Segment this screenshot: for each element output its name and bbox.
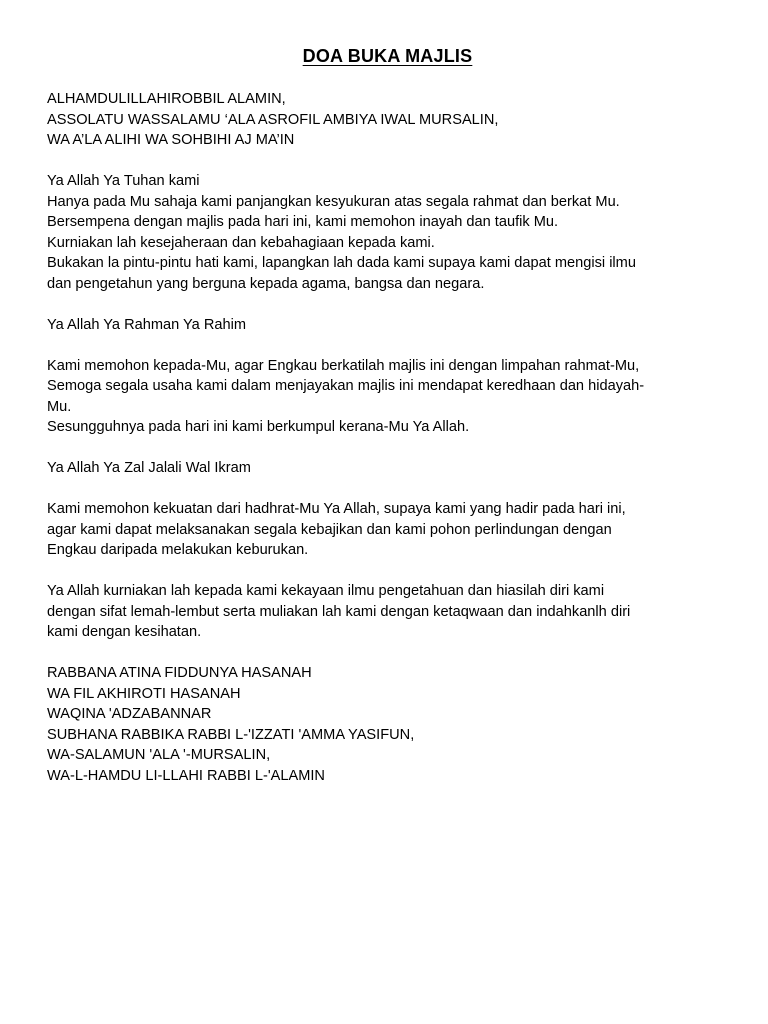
- text-line: Mu.: [47, 398, 72, 415]
- text-line: Kurniakan lah kesejaheraan dan kebahagiaan kepada kami.: [47, 234, 435, 251]
- text-line: WAQINA 'ADZABANNAR: [47, 706, 212, 722]
- document-body: [47, 89, 728, 786]
- text-line: WA FIL AKHIROTI HASANAH: [47, 685, 241, 702]
- document-title: DOA BUKA MAJLIS: [302, 46, 473, 66]
- text-line: dengan sifat lemah-lembut serta muliakan lah kami dengan ketaqwaan dan indahkanlh diri: [47, 603, 631, 620]
- text-line: Ya Allah Ya Zal Jalali Wal Ikram: [47, 460, 251, 476]
- text-line: WA A’LA ALIHI WA SOHBIHI AJ MA’IN: [47, 132, 295, 148]
- paragraph: [47, 499, 728, 561]
- paragraph: [47, 663, 728, 786]
- text-line: ASSOLATU WASSALAMU ‘ALA ASROFIL AMBIYA IWAL MURSALIN,: [47, 111, 499, 128]
- text-line: Bersempena dengan majlis pada hari ini, kami memohon inayah dan taufik Mu.: [47, 214, 559, 230]
- text-line: WA-L-HAMDU LI-LLAHI RABBI L-'ALAMIN: [47, 767, 325, 784]
- paragraph: [47, 356, 728, 438]
- text-line: Engkau daripada melakukan keburukan.: [47, 542, 309, 558]
- text-line: RABBANA ATINA FIDDUNYA HASANAH: [47, 665, 312, 681]
- text-line: SUBHANA RABBIKA RABBI L-'IZZATI 'AMMA YASIFUN,: [47, 726, 415, 743]
- text-line: Ya Allah Ya Rahman Ya Rahim: [47, 316, 247, 333]
- text-line: Kami memohon kepada-Mu, agar Engkau berkatilah majlis ini dengan limpahan rahmat-Mu,: [47, 357, 640, 374]
- text-line: Hanya pada Mu sahaja kami panjangkan kesyukuran atas segala rahmat dan berkat Mu.: [47, 193, 620, 210]
- text-line: Ya Allah Ya Tuhan kami: [47, 173, 200, 189]
- text-line: dan pengetahun yang berguna kepada agama, bangsa dan negara.: [47, 275, 485, 292]
- text-line: Kami memohon kekuatan dari hadhrat-Mu Ya Allah, supaya kami yang hadir pada hari ini,: [47, 501, 626, 517]
- text-line: agar kami dapat melaksanakan segala kebajikan dan kami pohon perlindungan dengan: [47, 521, 612, 538]
- paragraph: [47, 89, 728, 151]
- text-line: Sesungguhnya pada hari ini kami berkumpul kerana-Mu Ya Allah.: [47, 419, 470, 435]
- text-line: Bukakan la pintu-pintu hati kami, lapangkan lah dada kami supaya kami dapat mengisi ilmu: [47, 255, 636, 271]
- paragraph: [47, 171, 728, 294]
- text-line: kami dengan kesihatan.: [47, 624, 202, 640]
- paragraph: [47, 315, 728, 336]
- text-line: Ya Allah kurniakan lah kepada kami kekayaan ilmu pengetahuan dan hiasilah diri kami: [47, 583, 605, 599]
- paragraph: [47, 581, 728, 643]
- paragraph: [47, 458, 728, 479]
- text-line: Semoga segala usaha kami dalam menjayakan majlis ini mendapat keredhaan dan hidayah-: [47, 378, 645, 394]
- text-line: WA-SALAMUN 'ALA '-MURSALIN,: [47, 747, 271, 763]
- text-line: ALHAMDULILLAHIROBBIL ALAMIN,: [47, 91, 286, 107]
